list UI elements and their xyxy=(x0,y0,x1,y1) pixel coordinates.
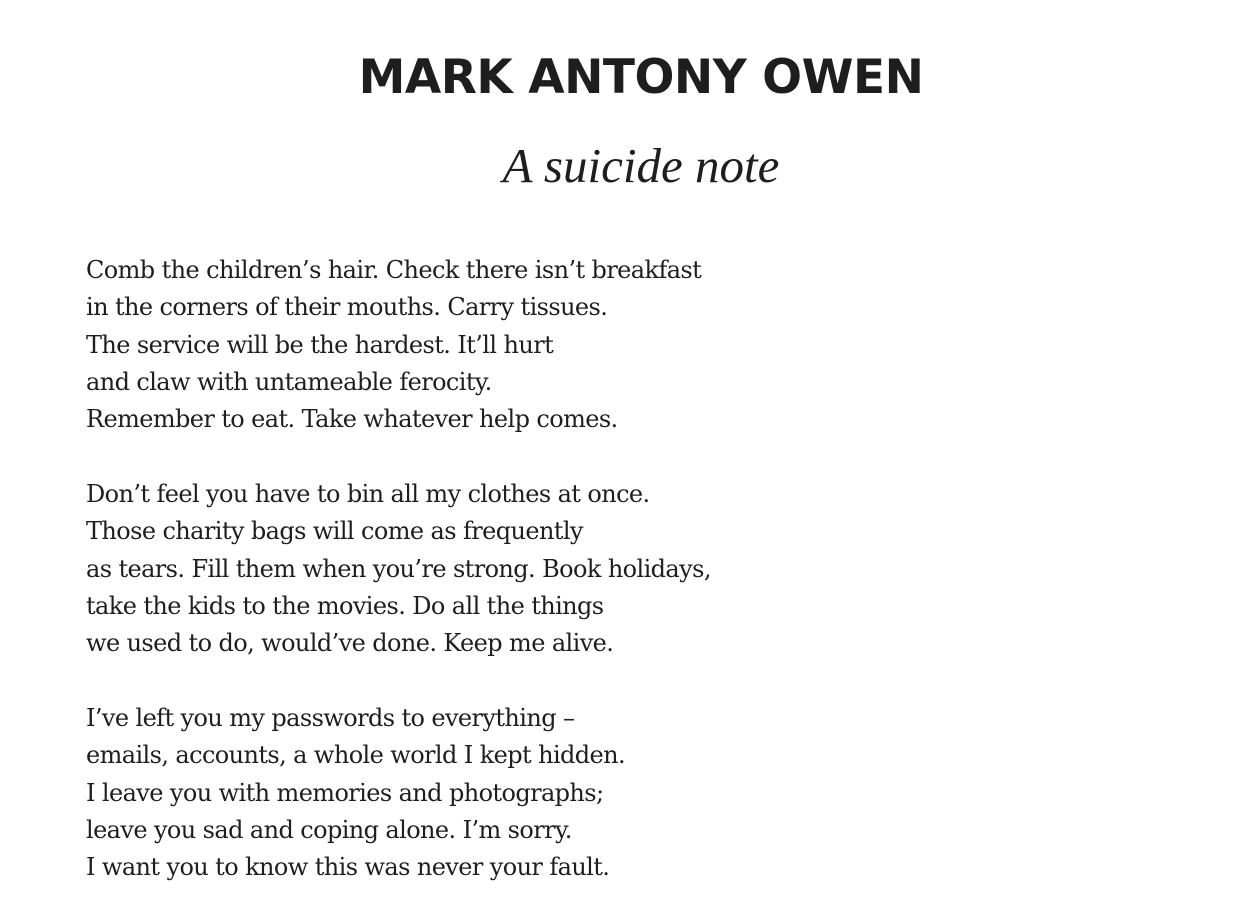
poem-line: as tears. Fill them when you’re strong. Book holidays, xyxy=(86,554,711,583)
poem-line: I leave you with memories and photographs; xyxy=(86,778,604,807)
poem-line: Remember to eat. Take whatever help comes. xyxy=(86,405,618,434)
author-name: MARK ANTONY OWEN xyxy=(358,50,924,105)
poem-line: and claw with untameable ferocity. xyxy=(86,367,492,396)
poem-line: take the kids to the movies. Do all the things xyxy=(86,591,604,620)
stanza-2 xyxy=(86,476,1086,662)
poem-line: emails, accounts, a whole world I kept hidden. xyxy=(86,741,626,770)
poem-line: I’ve left you my passwords to everything – xyxy=(86,703,575,732)
poem-line: Don’t feel you have to bin all my clothes at once. xyxy=(86,479,650,508)
poem-line: The service will be the hardest. It’ll hurt xyxy=(86,330,554,359)
poem-line: I want you to know this was never your fault. xyxy=(86,853,610,882)
poem-line: Those charity bags will come as frequently xyxy=(86,517,583,546)
stanza-1 xyxy=(86,252,1086,438)
poem-line: leave you sad and coping alone. I’m sorry. xyxy=(86,815,572,844)
poem-line: in the corners of their mouths. Carry tissues. xyxy=(86,293,608,322)
stanza-3 xyxy=(86,700,1086,886)
poem-title: A suicide note xyxy=(502,138,780,193)
poem-line: we used to do, would’ve done. Keep me alive. xyxy=(86,629,614,658)
poem-line: Comb the children’s hair. Check there isn’t breakfast xyxy=(86,256,702,284)
poem-body xyxy=(86,252,1086,924)
